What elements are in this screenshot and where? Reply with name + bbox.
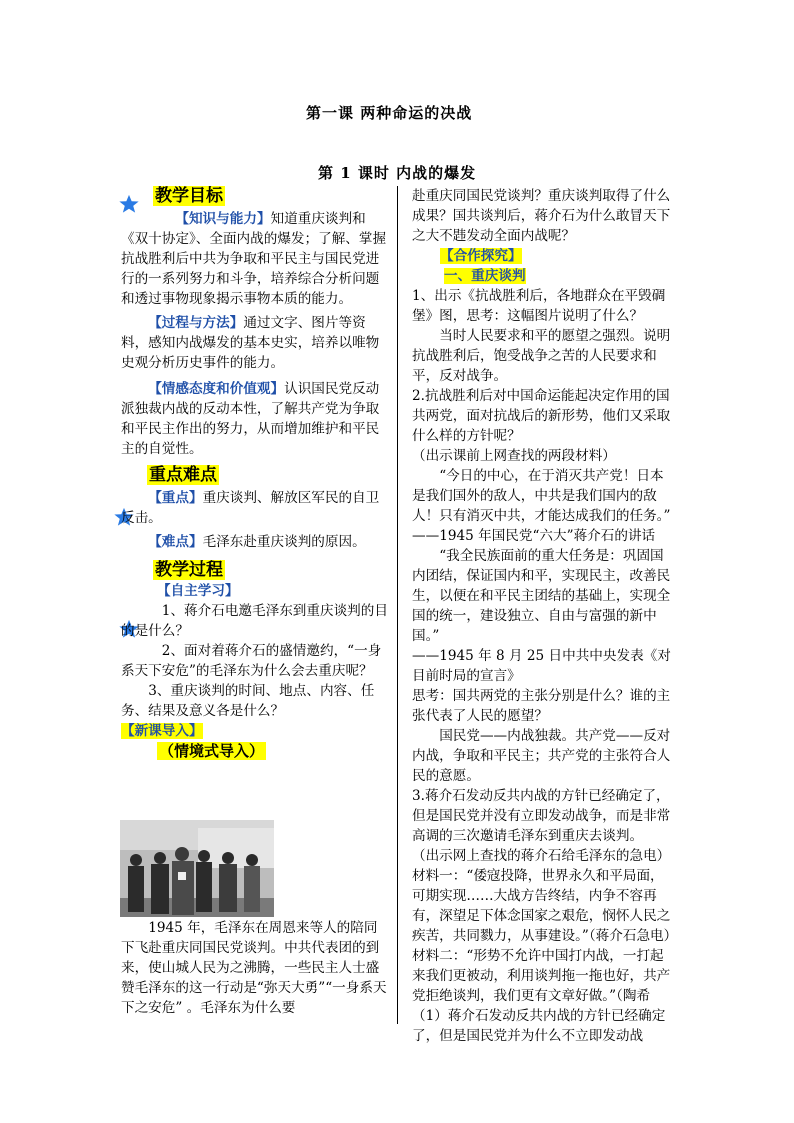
question-3: 3、重庆谈判的时间、地点、内容、任务、结果及意义各是什么？: [121, 683, 375, 719]
tag-new-lesson: 【新课导入】: [121, 723, 203, 739]
tag-process: 【过程与方法】: [148, 315, 244, 331]
paragraph: 国民党——内战独裁。共产党——反对内战，争取和平民主；共产党的主张符合人民的意愿。: [412, 728, 671, 784]
right-column: [412, 186, 678, 1046]
paragraph: 赴重庆同国民党谈判？重庆谈判取得了什么成果？国共谈判后，蒋介石为什么敢冒天下之大不韪发动全面内战呢？: [412, 188, 671, 244]
page-subtitle: 第 1 课时 内战的爆发: [318, 164, 477, 182]
column-divider: [397, 186, 398, 1024]
emotion-text: 认识国民党反动派独裁内战的反动本性，了解共产党为争取和平民主作出的努力，从而增加维护和平民主的自觉性。: [121, 381, 380, 457]
photo-caption: [121, 918, 389, 1018]
historical-photo: [120, 820, 274, 917]
tag-self-study: 【自主学习】: [157, 583, 239, 599]
material-2: 材料二：“形势不允许中国打内战，一打起来我们更被动，利用谈判拖一拖也好，共产党拒绝谈判，我们更有文章好做。”（陶希: [412, 948, 671, 1004]
heading-key-points: 重点难点: [149, 465, 217, 485]
knowledge-text: 知道重庆谈判和《双十协定》、全面内战的爆发；了解、掌握抗战胜利后中共为争取和平民主与国民党进行的一系列努力和斗争，培养综合分析问题和透过事物现象揭示事物本质的能力。: [121, 211, 387, 307]
tag-difficulty: 【难点】: [148, 534, 203, 550]
quote-source: ——1945 年国民党“六大”蒋介石的讲话: [412, 528, 656, 544]
left-column: [121, 186, 389, 762]
quote-kmt: “今日的中心，在于消灭共产党！日本是我们国外的敌人，中共是我们国内的敌人！只有消灭中共，才能达成我们的任务。”: [412, 468, 671, 524]
key-text: 重庆谈判、解放区军民的自卫反击。: [121, 490, 380, 526]
tag-scene-intro: （情境式导入）: [159, 742, 265, 760]
question-2: 2、面对着蒋介石的盛情邀约，“一身系天下安危”的毛泽东为什么会去重庆呢？: [121, 643, 382, 679]
difficulty-text: 毛泽东赴重庆谈判的原因。: [202, 534, 366, 550]
paragraph: （出示网上查找的蒋介石给毛泽东的急电）: [412, 848, 671, 864]
tag-cooperative-inquiry: 【合作探究】: [440, 248, 522, 264]
process-text: 通过文字、图片等资料，感知内战爆发的基本史实，培养以唯物史观分析历史事件的能力。: [121, 315, 380, 371]
quote-ccp: “我全民族面前的重大任务是：巩固国内团结，保证国内和平，实现民主，改善民生，以便在和平民主团结的基础上，实现全国的统一，建设独立、自由与富强的新中国。”: [412, 548, 671, 644]
page-title: 第一课 两种命运的决战: [306, 104, 473, 122]
paragraph: 思考：国共两党的主张分别是什么？谁的主张代表了人民的愿望？: [412, 688, 671, 724]
paragraph: 1、出示《抗战胜利后，各地群众在平毁碉堡》图，思考：这幅图片说明了什么？: [412, 288, 666, 324]
quote-source: ——1945 年 8 月 25 日中共中央发表《对目前时局的宣言》: [412, 648, 671, 684]
material-1: 材料一：“倭寇投降，世界永久和平局面，可期实现……大战方告终结，内争不容再有，深望足下体念国家之艰危，悯怀人民之疾苦，共同戮力，从事建设。”（蒋介石急电）: [412, 868, 678, 944]
paragraph: 2.抗战胜利后对中国命运能起决定作用的国共两党，面对抗战后的新形势，他们又采取什么样的方针呢？: [412, 388, 671, 444]
tag-key: 【重点】: [148, 490, 203, 506]
section-heading-chongqing: 一、重庆谈判: [444, 268, 526, 284]
question-1: 1、蒋介石电邀毛泽东到重庆谈判的目的是什么？: [121, 603, 388, 639]
tag-knowledge: 【知识与能力】: [175, 211, 271, 227]
tag-emotion: 【情感态度和价值观】: [148, 381, 285, 397]
heading-teaching-goals: 教学目标: [155, 186, 223, 206]
heading-teaching-process: 教学过程: [155, 560, 223, 580]
caption-text: 1945 年，毛泽东在周恩来等人的陪同下飞赴重庆同国民党谈判。中共代表团的到来，使山城人民为之沸腾，一些民主人士盛赞毛泽东的这一行动是“弥天大勇”“一身系天下之安危” 。毛泽东为什么要: [121, 920, 387, 1016]
paragraph: 3.蒋介石发动反共内战的方针已经确定了，但是国民党并没有立即发动战争，而是非常高调的三次邀请毛泽东到重庆去谈判。: [412, 788, 671, 844]
paragraph: （出示课前上网查找的两段材料）: [412, 448, 616, 464]
paragraph: 当时人民要求和平的愿望之强烈。说明抗战胜利后，饱受战争之苦的人民要求和平，反对战争。: [412, 328, 671, 384]
paragraph: （1）蒋介石发动反共内战的方针已经确定了，但是国民党并为什么不立即发动战: [412, 1008, 666, 1044]
